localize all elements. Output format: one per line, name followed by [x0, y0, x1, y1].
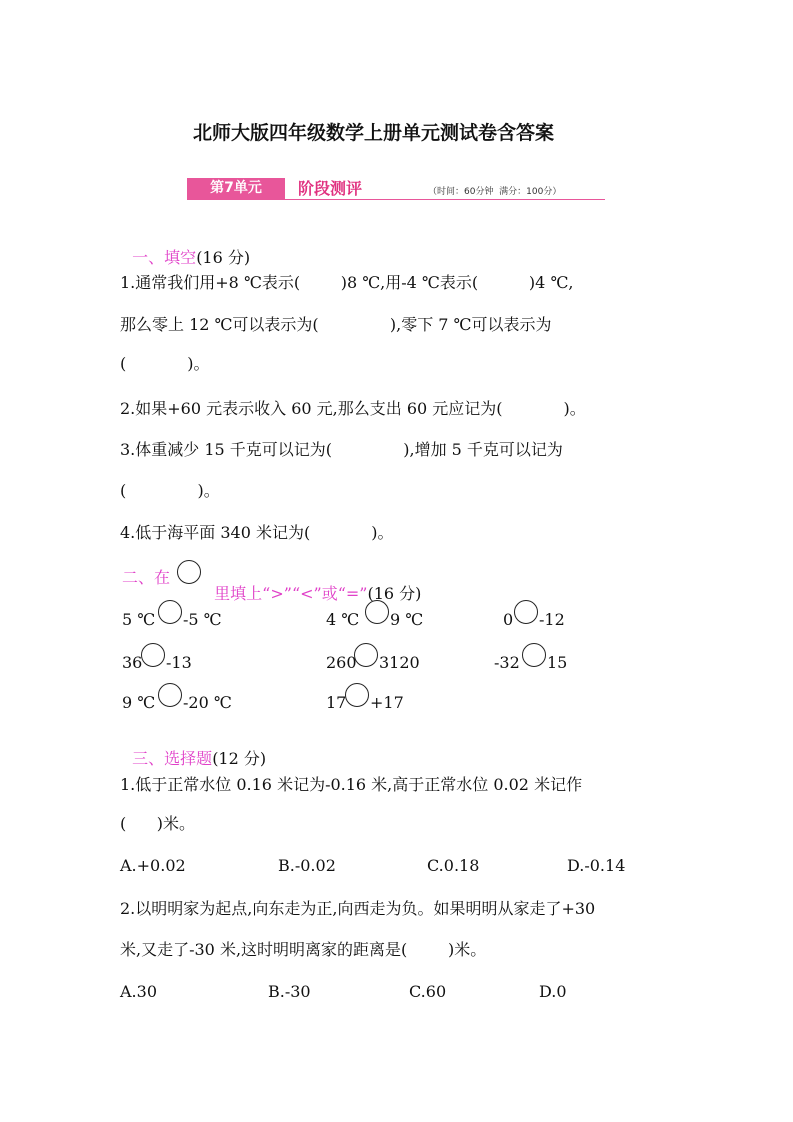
- section3-heading-row: [122, 735, 266, 767]
- compare-left-8: 17: [326, 693, 347, 712]
- s1-line-7: 4.低于海平面 340 米记为( )。: [120, 523, 394, 542]
- s3-q1-line-1: 1.低于正常水位 0.16 米记为-0.16 米,高于正常水位 0.02 米记作: [120, 775, 583, 794]
- q1-option-b[interactable]: B.-0.02: [278, 856, 336, 875]
- s3-q2-line-2: 米,又走了-30 米,这时明明离家的距离是( )米。: [120, 940, 487, 959]
- unit-band-label: 阶段测评: [298, 179, 363, 198]
- compare-left-6: -32: [494, 653, 520, 672]
- compare-right-2: 9 ℃: [390, 610, 424, 629]
- answer-circle-icon: [177, 560, 201, 584]
- s1-line-5: 3.体重减少 15 千克可以记为( ),增加 5 千克可以记为: [120, 440, 563, 459]
- q1-option-c[interactable]: C.0.18: [427, 856, 480, 875]
- section2-heading-suffix: 里填上“>”“<”或“=”: [214, 584, 368, 603]
- unit-band-underline: [187, 199, 605, 200]
- section1-heading: 一、填空: [132, 248, 197, 267]
- section3-heading: 三、选择题: [132, 749, 213, 768]
- q2-option-a[interactable]: A.30: [120, 982, 157, 1001]
- section1-score: (16 分): [196, 248, 251, 267]
- compare-left-5: 260: [326, 653, 357, 672]
- s3-q2-line-1: 2.以明明家为起点,向东走为正,向西走为负。如果明明从家走了+30: [120, 899, 596, 918]
- page-title: 北师大版四年级数学上册单元测试卷含答案: [193, 122, 555, 144]
- compare-circle-1[interactable]: [158, 600, 182, 624]
- section2-heading-prefix: 二、在: [122, 568, 171, 587]
- compare-right-8: +17: [370, 693, 404, 712]
- section1-heading-row: [122, 234, 250, 266]
- compare-circle-5[interactable]: [354, 643, 378, 667]
- compare-circle-8[interactable]: [345, 683, 369, 707]
- s1-line-2: 那么零上 12 ℃可以表示为( ),零下 7 ℃可以表示为: [120, 315, 552, 334]
- compare-right-6: 15: [547, 653, 568, 672]
- unit-badge: 第7单元: [187, 178, 285, 199]
- q1-option-a[interactable]: A.+0.02: [120, 856, 186, 875]
- q2-option-d[interactable]: D.0: [539, 982, 567, 1001]
- unit-band-info: （时间：60分钟 满分：100分）: [428, 187, 562, 197]
- compare-left-4: 36: [122, 653, 143, 672]
- compare-right-7: -20 ℃: [183, 693, 232, 712]
- compare-right-5: 3120: [379, 653, 420, 672]
- q2-option-c[interactable]: C.60: [409, 982, 447, 1001]
- section3-score: (12 分): [212, 749, 267, 768]
- compare-left-3: 0: [503, 610, 514, 629]
- compare-left-2: 4 ℃: [326, 610, 360, 629]
- s1-line-4: 2.如果+60 元表示收入 60 元,那么支出 60 元应记为( )。: [120, 399, 586, 418]
- compare-circle-6[interactable]: [522, 643, 546, 667]
- compare-circle-4[interactable]: [141, 643, 165, 667]
- compare-circle-2[interactable]: [365, 600, 389, 624]
- section2-heading-row: [204, 570, 421, 602]
- q1-option-d[interactable]: D.-0.14: [567, 856, 626, 875]
- q2-option-b[interactable]: B.-30: [268, 982, 311, 1001]
- s1-line-6: ( )。: [120, 481, 220, 500]
- compare-circle-3[interactable]: [514, 600, 538, 624]
- compare-circle-7[interactable]: [158, 683, 182, 707]
- compare-left-7: 9 ℃: [122, 693, 156, 712]
- compare-right-3: -12: [539, 610, 565, 629]
- compare-right-4: -13: [166, 653, 192, 672]
- section2-score: (16 分): [367, 584, 422, 603]
- compare-right-1: -5 ℃: [183, 610, 222, 629]
- compare-left-1: 5 ℃: [122, 610, 156, 629]
- s1-line-1: 1.通常我们用+8 ℃表示( )8 ℃,用-4 ℃表示( )4 ℃,: [120, 273, 574, 292]
- s3-q1-line-2: ( )米。: [120, 814, 196, 833]
- s1-line-3: ( )。: [120, 354, 210, 373]
